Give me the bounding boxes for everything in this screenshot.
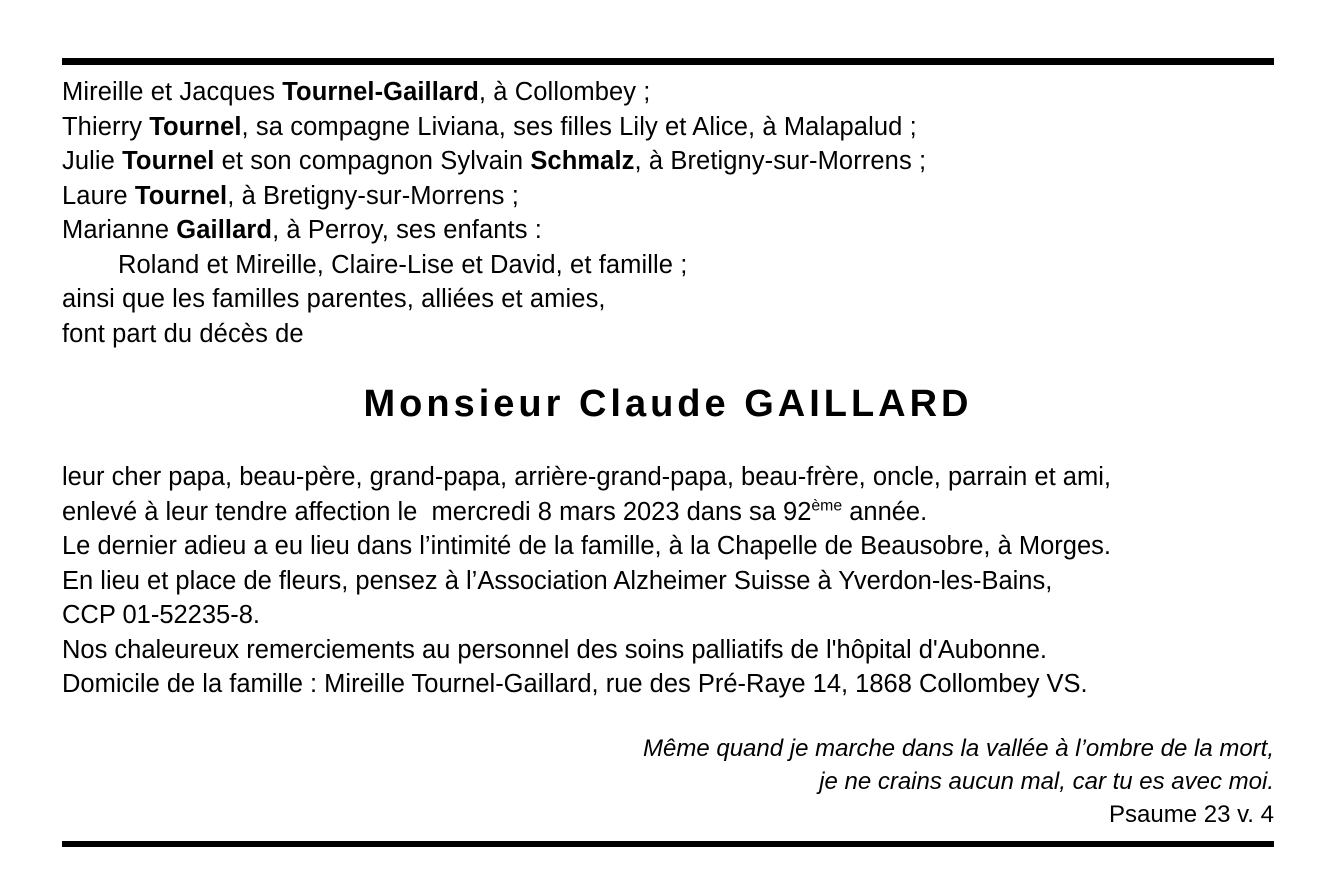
announcer-line-children: Roland et Mireille, Claire-Lise et David, et famille ; (118, 250, 688, 279)
detail-donation: En lieu et place de fleurs, pensez à l’Association Alzheimer Suisse à Yverdon-les-Bains, (62, 566, 1053, 595)
announcers-block (62, 65, 1274, 351)
detail-address: Domicile de la famille : Mireille Tournel-Gaillard, rue des Pré-Raye 14, 1868 Collombey VS. (62, 670, 1088, 698)
announcer-line-families: ainsi que les familles parentes, alliées et amies, (62, 285, 606, 313)
detail-farewell: Le dernier adieu a eu lieu dans l’intimité de la famille, à la Chapelle de Beausobre, à Morges. (62, 532, 1111, 560)
bottom-divider-wrap (62, 841, 1274, 847)
verse-line-1: Même quand je marche dans la vallée à l’ombre de la mort, (643, 734, 1274, 762)
detail-thanks: Nos chaleureux remerciements au personnel des soins palliatifs de l'hôpital d'Aubonne. (62, 635, 1047, 664)
detail-death-date (62, 495, 1274, 530)
deceased-name: Monsieur Claude GAILLARD (363, 383, 973, 425)
details-block (62, 460, 1274, 702)
detail-death-date-after: année. (842, 497, 928, 526)
verse-line-2: je ne crains aucun mal, car tu es avec moi. (819, 767, 1274, 795)
announcement-verb: font part du décès de (62, 319, 304, 348)
announcer-line: Julie Tournel et son compagnon Sylvain Schmalz, à Bretigny-sur-Morrens ; (62, 147, 927, 175)
verse-block (62, 732, 1274, 831)
announcer-line: Marianne Gaillard, à Perroy, ses enfants : (62, 216, 542, 244)
detail-ccp: CCP 01-52235-8. (62, 601, 260, 629)
detail-death-date-text: enlevé à leur tendre affection le mercredi 8 mars 2023 dans sa 92 (62, 497, 812, 526)
announcer-line: Laure Tournel, à Bretigny-sur-Morrens ; (62, 181, 519, 210)
bottom-divider (62, 841, 1274, 847)
announcer-line: Thierry Tournel, sa compagne Liviana, ses filles Lily et Alice, à Malapalud ; (62, 112, 917, 141)
death-notice (62, 58, 1274, 847)
detail-death-age-sup: ème (811, 497, 843, 514)
detail-relationship: leur cher papa, beau-père, grand-papa, arrière-grand-papa, beau-frère, oncle, parrain et ami, (62, 463, 1111, 491)
announcer-line: Mireille et Jacques Tournel-Gaillard, à Collombey ; (62, 78, 651, 106)
top-divider (62, 58, 1274, 65)
verse-reference: Psaume 23 v. 4 (1109, 800, 1274, 828)
